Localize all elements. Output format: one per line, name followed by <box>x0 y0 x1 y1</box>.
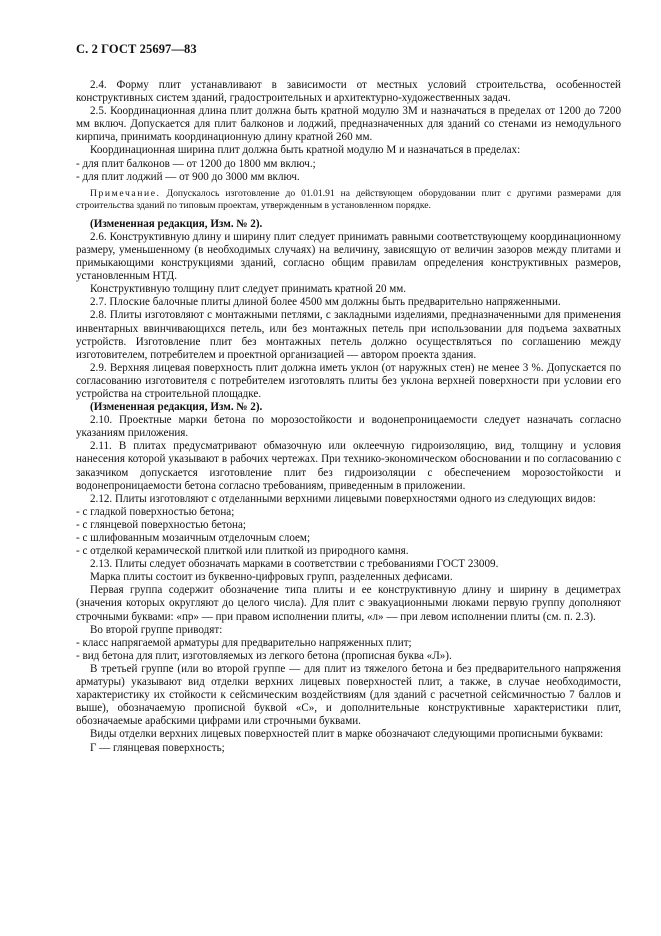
list-item-glossy: Г — глянцевая поверхность; <box>90 741 225 754</box>
paragraph-2-6: 2.6. Конструктивную длину и ширину плит следует принимать равными соответствующему координационному размеру, уменьшенному (в необходимых случаях) на величину, зависящую от величин зазоров между плитами и примыкающими конструкциями зданий, согласно общим правилам определения конструктивных размеров, установленным НТД. <box>76 230 621 283</box>
list-item: - класс напрягаемой арматуры для предварительно напряженных плит; <box>76 636 412 649</box>
paragraph-2-10: 2.10. Проектные марки бетона по морозостойкости и водонепроницаемости следует назначать согласно указаниям приложения. <box>76 414 621 440</box>
paragraph-2-9: 2.9. Верхняя лицевая поверхность плит должна иметь уклон (от наружных стен) не менее 3 %. Допускается по согласованию изготовителя с потребителем изготовлять плиты без уклона верхней поверхности при условии его устройства на строительной площадке. <box>76 361 621 400</box>
paragraph-2-7: 2.7. Плоские балочные плиты длиной более 4500 мм должны быть предварительно напряженными. <box>90 296 561 309</box>
paragraph-2-11: 2.11. В плитах предусматривают обмазочную или оклеечную гидроизоляцию, вид, толщину и условия нанесения которой указывают в рабочих чертежах. При технико-экономическом обосновании и по согласованию с заказчиком допускается изготовление плит без гидроизоляции с обеспечением морозостойкости и водонепроницаемости бетона согласно требованиям, приведенным в приложении. <box>76 440 621 492</box>
page-header: С. 2 ГОСТ 25697—83 <box>76 42 197 56</box>
paragraph-2-4: 2.4. Форму плит устанавливают в зависимости от местных условий строительства, особенностей конструктивных систем зданий, градостроительных и архитектурно-художественных задач. <box>76 79 621 105</box>
list-item-loggia: - для плит лоджий — от 900 до 3000 мм включ. <box>76 170 300 183</box>
list-item: - с шлифованным мозаичным отделочным слоем; <box>76 532 311 544</box>
list-item: - с глянцевой поверхностью бетона; <box>76 518 246 531</box>
list-item: - с отделкой керамической плиткой или плиткой из природного камня. <box>76 545 409 558</box>
paragraph-first-group: Первая группа содержит обозначение типа плиты и ее конструктивную длину и ширину в дециметрах (значения которых округляют до целого числа). Для плит с эвакуационными люками первую группу дополняют строчными буквами: «пр» — при правом исполнении плиты, «л» — при левом исполнении плиты (см. п. 2.3). <box>76 584 621 623</box>
paragraph-2-12: 2.12. Плиты изготовляют с отделанными верхними лицевыми поверхностями одного из следующих видов: <box>90 492 596 505</box>
note-label: Примечание. <box>90 187 161 199</box>
paragraph-second-group: Во второй группе приводят: <box>90 623 223 636</box>
paragraph-width-intro: Координационная ширина плит должна быть кратной модулю М и назначаться в пределах: <box>90 144 521 157</box>
note <box>76 188 621 212</box>
note-text: Допускалось изготовление до 01.01.91 на действующем оборудовании плит с другими размерами для строительства зданий по типовым проектам, утвержденным в установленном порядке. <box>76 187 621 211</box>
list-item: - с гладкой поверхностью бетона; <box>76 505 235 518</box>
paragraph-thickness: Конструктивную толщину плит следует принимать кратной 20 мм. <box>90 283 407 296</box>
list-item-balcony: - для плит балконов — от 1200 до 1800 мм включ.; <box>76 157 316 170</box>
paragraph-finish-types: Виды отделки верхних лицевых поверхностей плит в марке обозначают следующими прописными буквами: <box>90 728 604 741</box>
paragraph-2-13: 2.13. Плиты следует обозначать марками в соответствии с требованиями ГОСТ 23009. <box>90 558 499 571</box>
revision-note: (Измененная редакция, Изм. № 2). <box>90 217 263 230</box>
paragraph-2-5: 2.5. Координационная длина плит должна быть кратной модулю 3М и назначаться в пределах от 1200 до 7200 мм включ. Допускается для плит балконов и лоджий, предназначенных для зданий со стенами из немодульного кирпича, принимать координационную длину кратной 260 мм. <box>76 105 621 144</box>
list-item: - вид бетона для плит, изготовляемых из легкого бетона (прописная буква «Л»). <box>76 649 452 662</box>
revision-note: (Измененная редакция, Изм. № 2). <box>90 401 263 414</box>
paragraph-third-group: В третьей группе (или во второй группе — для плит из тяжелого бетона и без предварительного напряжения арматуры) указывают вид отделки верхних лицевых поверхностей плит, а также, в случае необходимости, характеристику их стойкости к сейсмическим воздействиям (для зданий с расчетной сейсмичностью 7 баллов и выше), обозначаемую прописной буквой «С», и дополнительные конструктивные характеристики плит, обозначаемые арабскими цифрами или строчными буквами. <box>76 662 621 728</box>
paragraph-mark-structure: Марка плиты состоит из буквенно-цифровых групп, разделенных дефисами. <box>90 571 453 584</box>
paragraph-2-8: 2.8. Плиты изготовляют с монтажными петлями, с закладными изделиями, предназначенными для применения инвентарных ввинчивающихся петель, или без монтажных петель при использовании для подъема захватных устройств. Изготовление плит без монтажных петель должно осуществляться по соглашению между изготовителем, потребителем и проектной организацией — автором проекта здания. <box>76 309 621 361</box>
